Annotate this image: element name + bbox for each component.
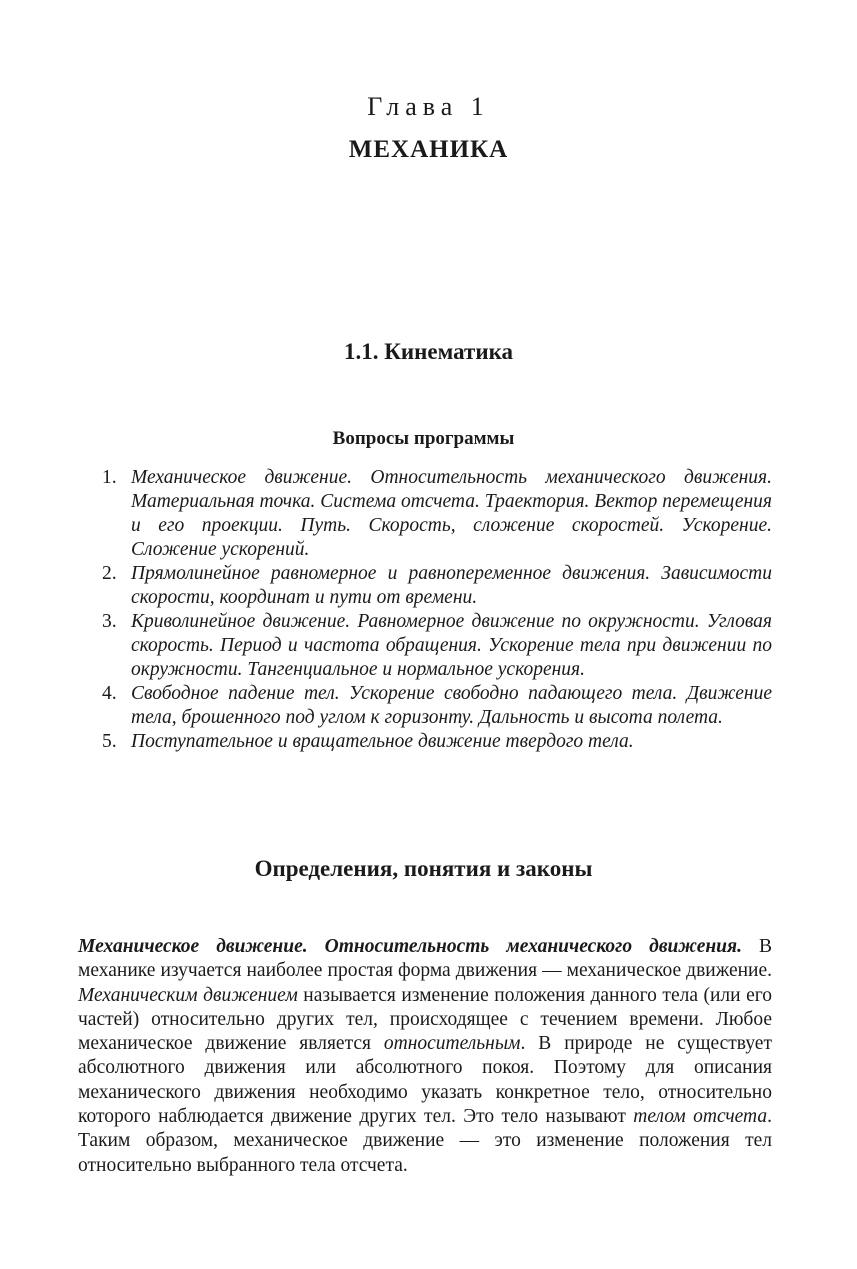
item-number: 3. [102, 611, 117, 632]
section-title: 1.1. Кинематика [343, 339, 513, 364]
paragraph-text: . В природе не существует абсолютного движения или абсолютного покоя. Поэтому для описания механического движения необходимо указать конкретное тело, относительно которого наблюдается движение других тел. Это тело называют [78, 1033, 772, 1128]
chapter-title: МЕХАНИКА [348, 136, 509, 163]
item-text: Механическое движение. Относительность механического движения. Материальная точка. Система отсчета. Траектория. Вектор перемещения и его проекции. Путь. Скорость, сложение скоростей. Ускорение. Сложение ускорений. [131, 467, 772, 560]
program-questions-list [76, 466, 772, 754]
list-item [76, 466, 772, 562]
item-number: 4. [102, 683, 117, 704]
definition-paragraph [78, 935, 772, 1178]
emphasis-text: относительным [383, 1033, 521, 1055]
paragraph-text: . Таким образом, механическое движение — это изменение положения тел относительно выбранного тела отсчета. [78, 1106, 772, 1176]
emphasis-text: Механическим движением [78, 984, 298, 1006]
paragraph-text: называется изменение положения данного тела (или его частей) относительно других тел, происходящее с течением времени. Любое механическое движение является [78, 984, 773, 1055]
item-text: Криволинейное движение. Равномерное движение по окружности. Угловая скорость. Период и частота обращения. Ускорение тела при движении по окружности. Тангенциальное и нормальное ускорения. [131, 611, 772, 680]
item-number: 1. [102, 467, 117, 488]
item-text: Свободное падение тел. Ускорение свободно падающего тела. Движение тела, брошенного под углом к горизонту. Дальность и высота полета. [131, 683, 772, 728]
paragraph-text: В механике изучается наиболее простая форма движения — механическое движение. [78, 936, 772, 982]
questions-title: Вопросы программы [332, 428, 515, 449]
chapter-label: Глава 1 [367, 92, 490, 121]
definitions-title: Определения, понятия и законы [254, 856, 593, 881]
item-text: Прямолинейное равномерное и равнопеременное движения. Зависимости скорости, координат и пути от времени. [131, 563, 772, 608]
term-heading: Механическое движение. Относительность механического движения. [78, 936, 742, 957]
list-item [76, 682, 772, 730]
list-item [76, 562, 772, 610]
emphasis-text: телом отсчета [633, 1106, 768, 1128]
list-item [76, 610, 772, 682]
item-number: 5. [102, 731, 117, 752]
list-item [76, 730, 772, 754]
item-number: 2. [102, 563, 117, 584]
item-text: Поступательное и вращательное движение твердого тела. [131, 731, 634, 752]
